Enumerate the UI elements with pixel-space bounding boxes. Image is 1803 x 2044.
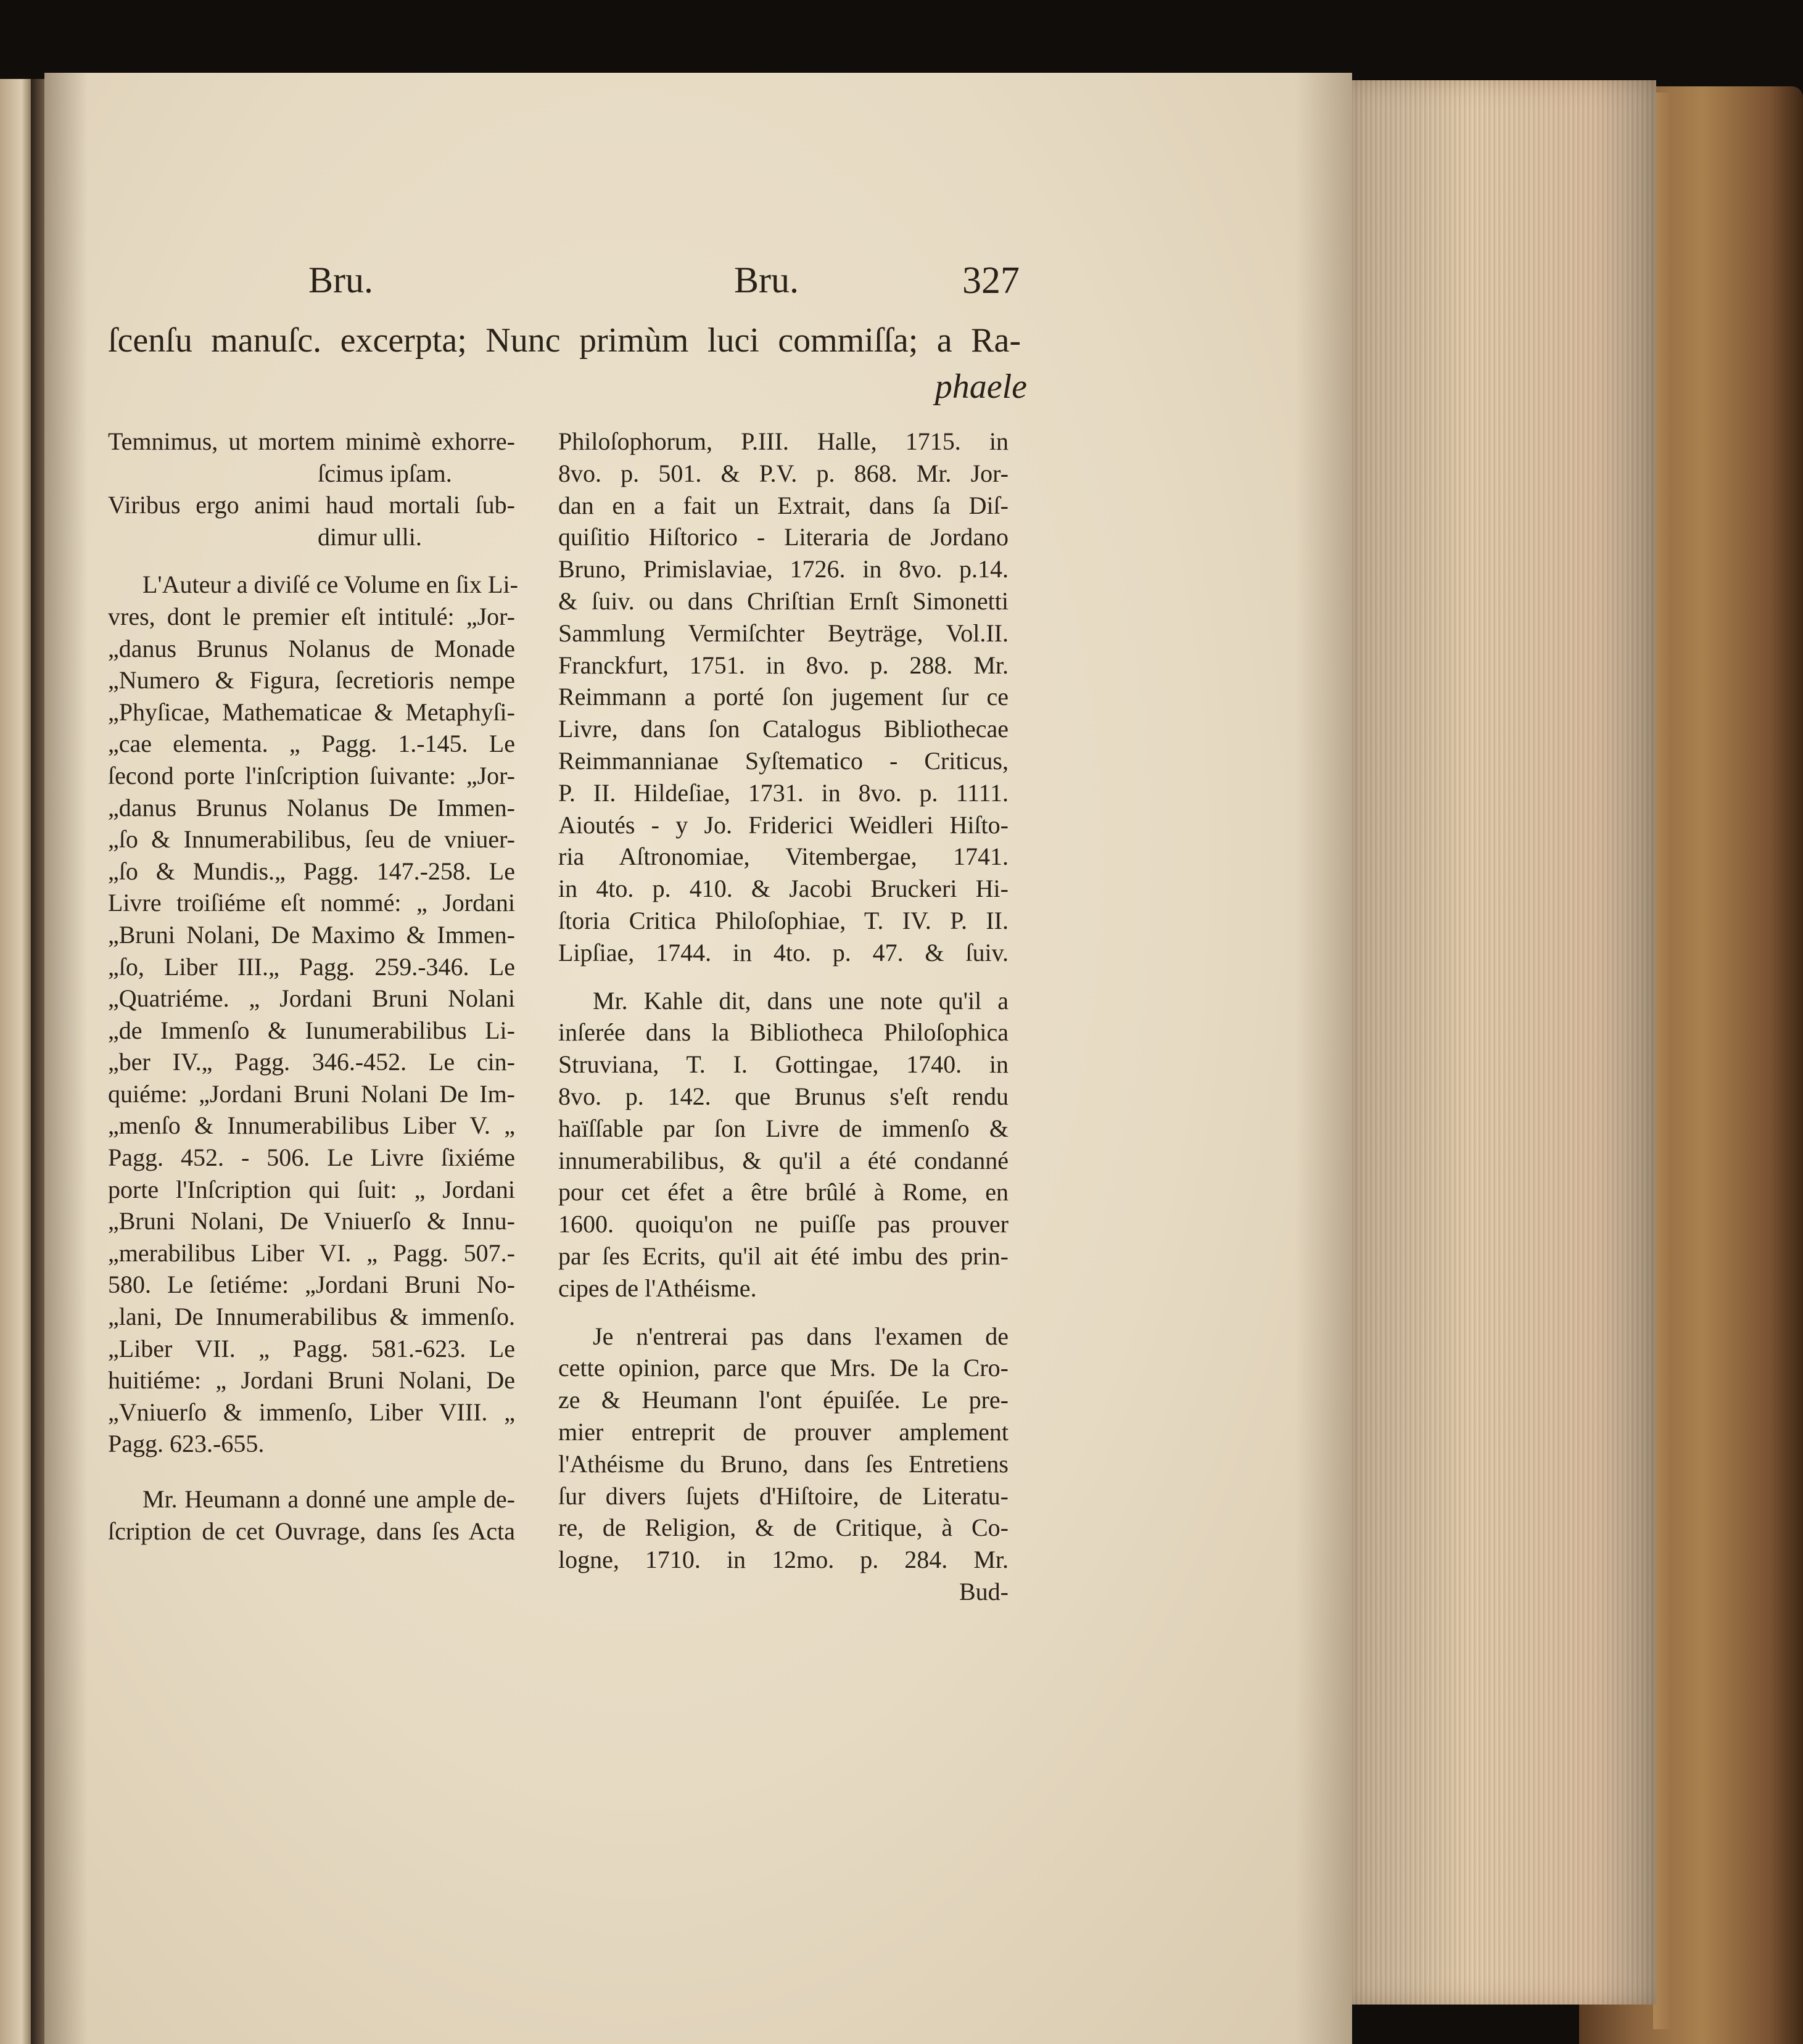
full-width-line: ſcenſu manuſc. excerpta; Nunc primùm luci commiſſa; a Ra- [108,321,1021,360]
right-column-line: Philoſophorum, P.III. Halle, 1715. in [558,427,1009,455]
left-column-line: „merabilibus Liber VI. „ Pagg. 507.- [108,1238,515,1267]
right-column-line: in 4to. p. 410. & Jacobi Bruckeri Hi- [558,875,1009,903]
right-column-line: quiſitio Hiſtorico - Literaria de Jordano [558,523,1009,551]
left-column-line: „lani, De Innumerabilibus & immenſo. [108,1303,515,1331]
page-gutter-shadow [44,73,88,2044]
left-column-line: „Bruni Nolani, De Vniuerſo & Innu- [108,1207,515,1235]
left-column-line: L'Auteur a diviſé ce Volume en ſix Li- [142,571,518,599]
paragraph-gap [558,1304,1009,1321]
right-column-line: Bud- [959,1577,1009,1605]
left-column-line: Temnimus, ut mortem minimè exhorre- [108,427,515,455]
left-column-line: „Numero & Figura, ſecretioris nempe [108,666,515,694]
left-column-line: Pagg. 452. - 506. Le Livre ſixiéme [108,1144,515,1172]
right-column-line: l'Athéisme du Bruno, dans ſes Entretiens [558,1449,1009,1478]
left-column-line: Pagg. 623.-655. [108,1430,265,1458]
right-column-line: cipes de l'Athéisme. [558,1274,757,1302]
left-column-line: „ſo, Liber III.„ Pagg. 259.-346. Le [108,952,515,981]
paragraph-gap [558,969,1009,985]
right-column-line: par ſes Ecrits, qu'il ait été imbu des prin- [558,1242,1009,1270]
left-column-line: Livre troiſiéme eſt nommé: „ Jordani [108,889,515,917]
right-column-line: mier entreprit de prouver amplement [558,1417,1009,1446]
right-column-line: 8vo. p. 501. & P.V. p. 868. Mr. Jor- [558,459,1009,487]
right-column-line: P. II. Hildeſiae, 1731. in 8vo. p. 1111. [558,778,1009,807]
left-column-line: dimur ulli. [318,522,422,551]
left-column-line: porte l'Inſcription qui ſuit: „ Jordani [108,1175,515,1203]
right-column-line: ſtoria Critica Philoſophiae, T. IV. P. II. [558,906,1009,934]
right-column-line: ſur divers ſujets d'Hiſtoire, de Literatu- [558,1481,1009,1510]
right-column-line: ze & Heumann l'ont épuiſée. Le pre- [558,1386,1009,1414]
right-column-line: inſerée dans la Bibliotheca Philoſophica [558,1018,1009,1047]
right-column-line: Reimmannianae Syſtematico - Criticus, [558,746,1009,775]
left-column-line: „danus Brunus Nolanus de Monade [108,634,515,662]
left-column-line: „Vniuerſo & immenſo, Liber VIII. „ [108,1398,515,1426]
right-column-line: 8vo. p. 142. que Brunus s'eſt rendu [558,1082,1009,1110]
page-number: 327 [962,260,1020,302]
left-column-line: „danus Brunus Nolanus De Immen- [108,793,515,822]
left-column-line: „de Immenſo & Iunumerabilibus Li- [108,1016,515,1044]
right-column-line: cette opinion, parce que Mrs. De la Cro- [558,1354,1009,1382]
left-column-line: Viribus ergo animi haud mortali ſub- [108,491,515,519]
header-left: Bru. [308,260,373,300]
right-column [558,426,1009,1608]
right-column-line: Livre, dans ſon Catalogus Bibliothecae [558,715,1009,743]
right-column-line: Franckfurt, 1751. in 8vo. p. 288. Mr. [558,651,1009,679]
left-column-line: „Quatriéme. „ Jordani Bruni Nolani [108,984,515,1013]
left-column-line: „menſo & Innumerabilibus Liber V. „ [108,1111,515,1140]
full-width-line-continuation: phaele [935,368,1027,406]
left-column-line: „Liber VII. „ Pagg. 581.-623. Le [108,1334,515,1362]
right-column-line: Aioutés - y Jo. Friderici Weidleri Hiſto- [558,810,1009,839]
header-center: Bru. [734,260,799,300]
left-column-line: 580. Le ſetiéme: „Jordani Bruni No- [108,1271,515,1299]
right-column-line: logne, 1710. in 12mo. p. 284. Mr. [558,1546,1009,1574]
left-column [108,426,518,1547]
right-column-line: Je n'entrerai pas dans l'examen de [593,1322,1009,1350]
right-column-line: dan en a fait un Extrait, dans ſa Diſ- [558,491,1009,519]
binding-gap [31,79,44,2044]
left-column-line: ſcimus ipſam. [318,459,452,487]
right-column-line: Sammlung Vermiſchter Beyträge, Vol.II. [558,619,1009,647]
right-column-line: ria Aſtronomiae, Vitembergae, 1741. [558,843,1009,871]
paragraph-gap [108,553,515,569]
left-column-line: huitiéme: „ Jordani Bruni Nolani, De [108,1366,515,1395]
left-column-line: ſecond porte l'inſcription ſuivante: „Jor- [108,761,515,789]
left-column-line: „Bruni Nolani, De Maximo & Immen- [108,920,515,949]
left-column-line: „Phyſicae, Mathematicae & Metaphyſi- [108,698,515,726]
page-edges-shade [1348,80,1656,2005]
left-column-line: Mr. Heumann a donné une ample de- [142,1485,515,1513]
right-column-line: Mr. Kahle dit, dans une note qu'il a [593,986,1009,1015]
left-column-line: „cae elementa. „ Pagg. 1.-145. Le [108,730,515,758]
left-column-line: „ber IV.„ Pagg. 346.-452. Le cin- [108,1048,515,1076]
right-column-line: innumerabilibus, & qu'il a été condanné [558,1146,1009,1174]
right-column-line: re, de Religion, & de Critique, à Co- [558,1514,1009,1542]
left-column-line: quiéme: „Jordani Bruni Nolani De Im- [108,1079,515,1108]
right-column-line: 1600. quoiqu'on ne puiſſe pas prouver [558,1210,1009,1238]
paragraph-gap [108,1460,515,1483]
right-column-line: Reimmann a porté ſon jugement ſur ce [558,683,1009,711]
previous-page-edge [0,79,31,2044]
right-column-line: Bruno, Primislaviae, 1726. in 8vo. p.14. [558,555,1009,583]
right-column-line: & ſuiv. ou dans Chriſtian Ernſt Simonetti [558,587,1009,615]
left-column-line: „ſo & Mundis.„ Pagg. 147.-258. Le [108,857,515,885]
left-column-line: ſcription de cet Ouvrage, dans ſes Acta [108,1517,515,1545]
left-column-line: „ſo & Innumerabilibus, ſeu de vniuer- [108,825,515,854]
right-column-line: haïſſable par ſon Livre de immenſo & [558,1114,1009,1142]
left-column-line: vres, dont le premier eſt intitulé: „Jor- [108,602,515,630]
right-column-line: Struviana, T. I. Gottingae, 1740. in [558,1050,1009,1079]
page-right-shadow [1295,73,1352,2044]
right-column-line: Lipſiae, 1744. in 4to. p. 47. & ſuiv. [558,938,1009,966]
right-column-line: pour cet éfet a être brûlé à Rome, en [558,1178,1009,1206]
